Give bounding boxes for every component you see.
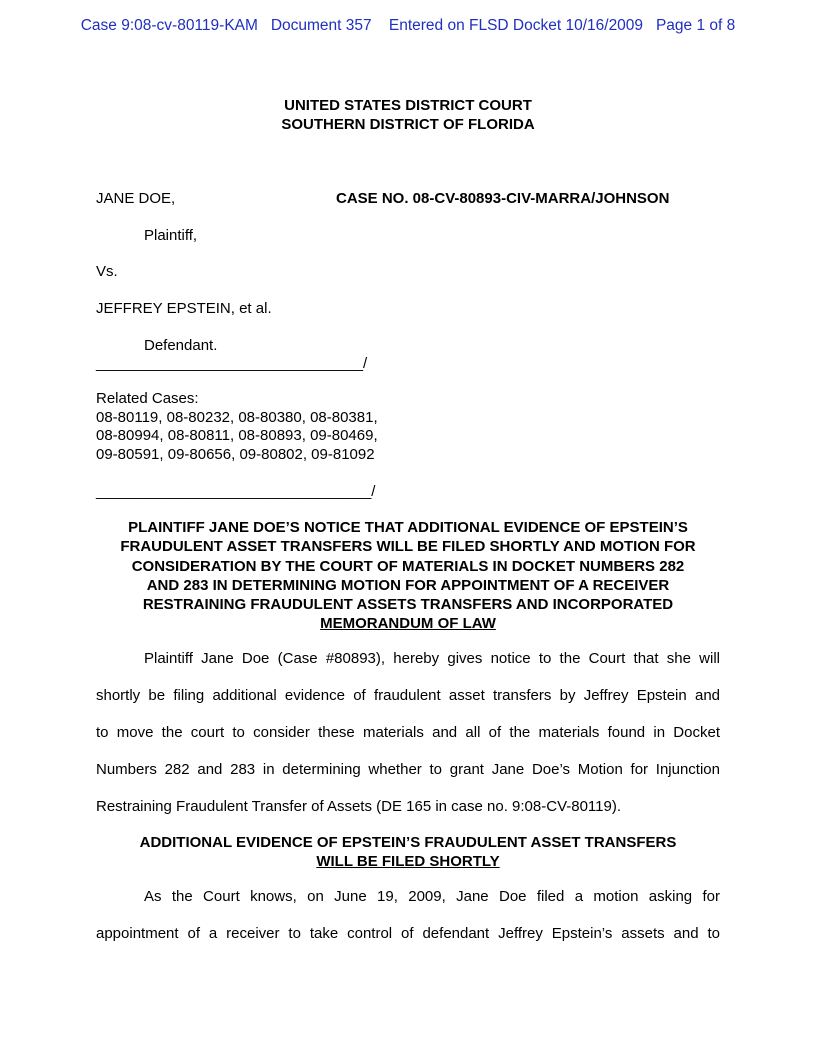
defendant-role: Defendant.: [144, 337, 218, 354]
versus-label: Vs.: [96, 263, 118, 280]
paragraph-line: appointment of a receiver to take control of defendant Jeffrey Epstein’s assets and to: [96, 925, 720, 942]
court-title: [0, 96, 816, 134]
motion-title-line: FRAUDULENT ASSET TRANSFERS WILL BE FILED SHORTLY AND MOTION FOR: [120, 538, 696, 556]
related-cases-line: 09-80591, 09-80656, 09-80802, 09-81092: [96, 445, 375, 463]
plaintiff-name: JANE DOE,: [96, 190, 176, 207]
paragraph-line: Numbers 282 and 283 in determining whether to grant Jane Doe’s Motion for Injunction: [96, 761, 720, 778]
defendant-name: JEFFREY EPSTEIN, et al.: [96, 300, 272, 317]
motion-title: [96, 518, 720, 634]
paragraph-line: As the Court knows, on June 19, 2009, Jane Doe filed a motion asking for: [144, 888, 720, 905]
related-cases-heading: Related Cases:: [96, 390, 199, 407]
motion-title-line: PLAINTIFF JANE DOE’S NOTICE THAT ADDITIONAL EVIDENCE OF EPSTEIN’S: [128, 519, 688, 536]
related-cases-line: 08-80994, 08-80811, 08-80893, 09-80469,: [96, 427, 378, 444]
background-paragraph: [96, 878, 720, 952]
motion-title-underlined: MEMORANDUM OF LAW: [320, 615, 496, 633]
caption-rule-2: _________________________________/: [96, 483, 376, 500]
related-cases-line: 08-80119, 08-80232, 08-80380, 08-80381,: [96, 408, 378, 426]
motion-title-line: CONSIDERATION BY THE COURT OF MATERIALS IN DOCKET NUMBERS 282: [131, 557, 685, 575]
paragraph-line: shortly be filing additional evidence of fraudulent asset transfers by Jeffrey Epstein and: [96, 687, 720, 704]
case-number: CASE NO. 08-CV-80893-CIV-MARRA/JOHNSON: [336, 190, 670, 207]
paragraph-line: Restraining Fraudulent Transfer of Assets (DE 165 in case no. 9:08-CV-80119).: [96, 798, 621, 815]
motion-title-line: RESTRAINING FRAUDULENT ASSETS TRANSFERS AND INCORPORATED: [142, 596, 674, 614]
section-heading-line-1: ADDITIONAL EVIDENCE OF EPSTEIN’S FRAUDULENT ASSET TRANSFERS: [139, 834, 677, 851]
notice-paragraph: [96, 640, 720, 825]
motion-title-line: AND 283 IN DETERMINING MOTION FOR APPOINTMENT OF A RECEIVER: [146, 576, 670, 594]
related-cases: [96, 390, 378, 464]
paragraph-line: Plaintiff Jane Doe (Case #80893), hereby gives notice to the Court that she will: [144, 650, 720, 667]
court-title-line-2: SOUTHERN DISTRICT OF FLORIDA: [281, 116, 535, 133]
paragraph-line: to move the court to consider these materials and all of the materials found in Docket: [96, 724, 720, 741]
section-heading-line-2: WILL BE FILED SHORTLY: [316, 853, 500, 870]
caption-rule-1: ________________________________/: [96, 355, 368, 372]
plaintiff-role: Plaintiff,: [144, 227, 198, 244]
section-heading: [96, 833, 720, 871]
court-title-line-1: UNITED STATES DISTRICT COURT: [284, 97, 532, 114]
docket-header-stamp: Case 9:08-cv-80119-KAM Document 357 Entered on FLSD Docket 10/16/2009 Page 1 of 8: [80, 17, 736, 34]
